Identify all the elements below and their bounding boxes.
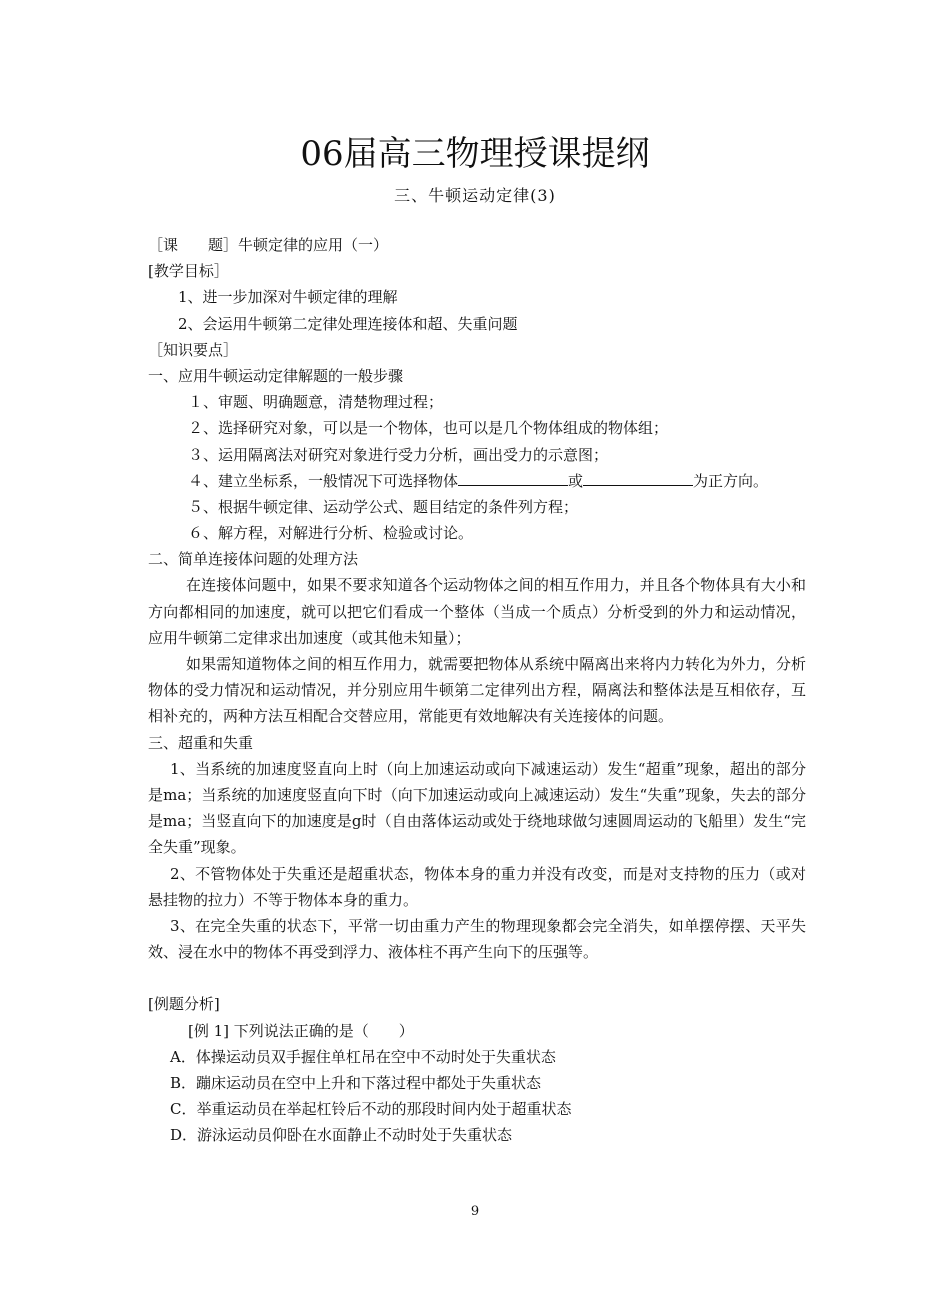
step4-mid: 或 xyxy=(568,471,584,490)
section3-paragraph: 2、不管物体处于失重还是超重状态，物体本身的重力并没有改变，而是对支持物的压力（或对悬挂物的拉力）不等于物体本身的重力。 xyxy=(148,864,806,909)
step4-suffix: 为正方向。 xyxy=(693,471,769,490)
step-item: ５、根据牛顿定律、运动学公式、题目结定的条件列方程； xyxy=(188,497,579,516)
section3-paragraph: 3、在完全失重的状态下，平常一切由重力产生的物理现象都会完全消失，如单摆停摆、天平失效、浸在水中的物体不再受到浮力、液体柱不再产生向下的压强等。 xyxy=(148,917,806,962)
document-body xyxy=(148,232,806,1149)
section2-paragraph: 如果需知道物体之间的相互作用力，就需要把物体从系统中隔离出来将内力转化为外力，分析物体的受力情况和运动情况，并分别应用牛顿第二定律列出方程，隔离法和整体法是互相依存，互相补充的，两种方法互相配合交替应用，常能更有效地解决有关连接体的问题。 xyxy=(148,655,806,726)
examples-heading: [例题分析] xyxy=(148,995,220,1014)
fill-blank[interactable] xyxy=(458,468,568,486)
option-c: C．举重运动员在举起杠铃后不动的那段时间内处于超重状态 xyxy=(170,1100,572,1119)
step-item: ６、解方程，对解进行分析、检验或讨论。 xyxy=(188,524,474,543)
section3-paragraph: 1、当系统的加速度竖直向上时（向上加速运动或向下减速运动）发生“超重”现象，超出的部分是ma；当系统的加速度竖直向下时（向下加速运动或向上减速运动）发生“失重”现象，失去的部分是ma；当竖直向下的加速度是g时（自由落体运动或处于绕地球做匀速圆周运动的飞船里）发生“完全失重”现象。 xyxy=(148,759,806,857)
page-number: 9 xyxy=(470,1204,480,1219)
step-item: ３、运用隔离法对研究对象进行受力分析，画出受力的示意图； xyxy=(188,445,609,464)
topic-line: ［课 题］牛顿定律的应用（一） xyxy=(148,236,389,254)
page-title: 06届高三物理授课提纲 xyxy=(300,134,650,174)
example-question: [例 1] 下列说法正确的是（ ） xyxy=(188,1021,414,1040)
step-item-4 xyxy=(148,468,806,494)
knowledge-heading: ［知识要点］ xyxy=(148,340,239,359)
page-subtitle: 三、牛顿运动定律(3) xyxy=(394,186,556,205)
objective-item: 1、进一步加深对牛顿定律的理解 xyxy=(178,288,398,307)
objective-item: 2、会运用牛顿第二定律处理连接体和超、失重问题 xyxy=(178,314,518,333)
section2-heading: 二、简单连接体问题的处理方法 xyxy=(148,550,359,569)
option-a: A．体操运动员双手握住单杠吊在空中不动时处于失重状态 xyxy=(170,1047,556,1066)
step4-prefix: ４、建立坐标系，一般情况下可选择物体 xyxy=(188,471,459,490)
objectives-heading: [教学目标］ xyxy=(148,262,229,281)
step-item: １、审题、明确题意，清楚物理过程； xyxy=(188,393,444,412)
section2-paragraph: 在连接体问题中，如果不要求知道各个运动物体之间的相互作用力，并且各个物体具有大小和方向都相同的加速度，就可以把它们看成一个整体（当成一个质点）分析受到的外力和运动情况，应用牛顿第二定律求出加速度（或其他未知量）； xyxy=(148,576,806,647)
option-b: B．蹦床运动员在空中上升和下落过程中都处于失重状态 xyxy=(170,1074,542,1093)
section1-heading: 一、应用牛顿运动定律解题的一般步骤 xyxy=(148,366,404,385)
fill-blank[interactable] xyxy=(583,468,693,486)
section3-heading: 三、超重和失重 xyxy=(148,733,254,752)
step-item: ２、选择研究对象，可以是一个物体，也可以是几个物体组成的物体组； xyxy=(188,419,669,438)
option-d: D．游泳运动员仰卧在水面静止不动时处于失重状态 xyxy=(170,1126,513,1145)
